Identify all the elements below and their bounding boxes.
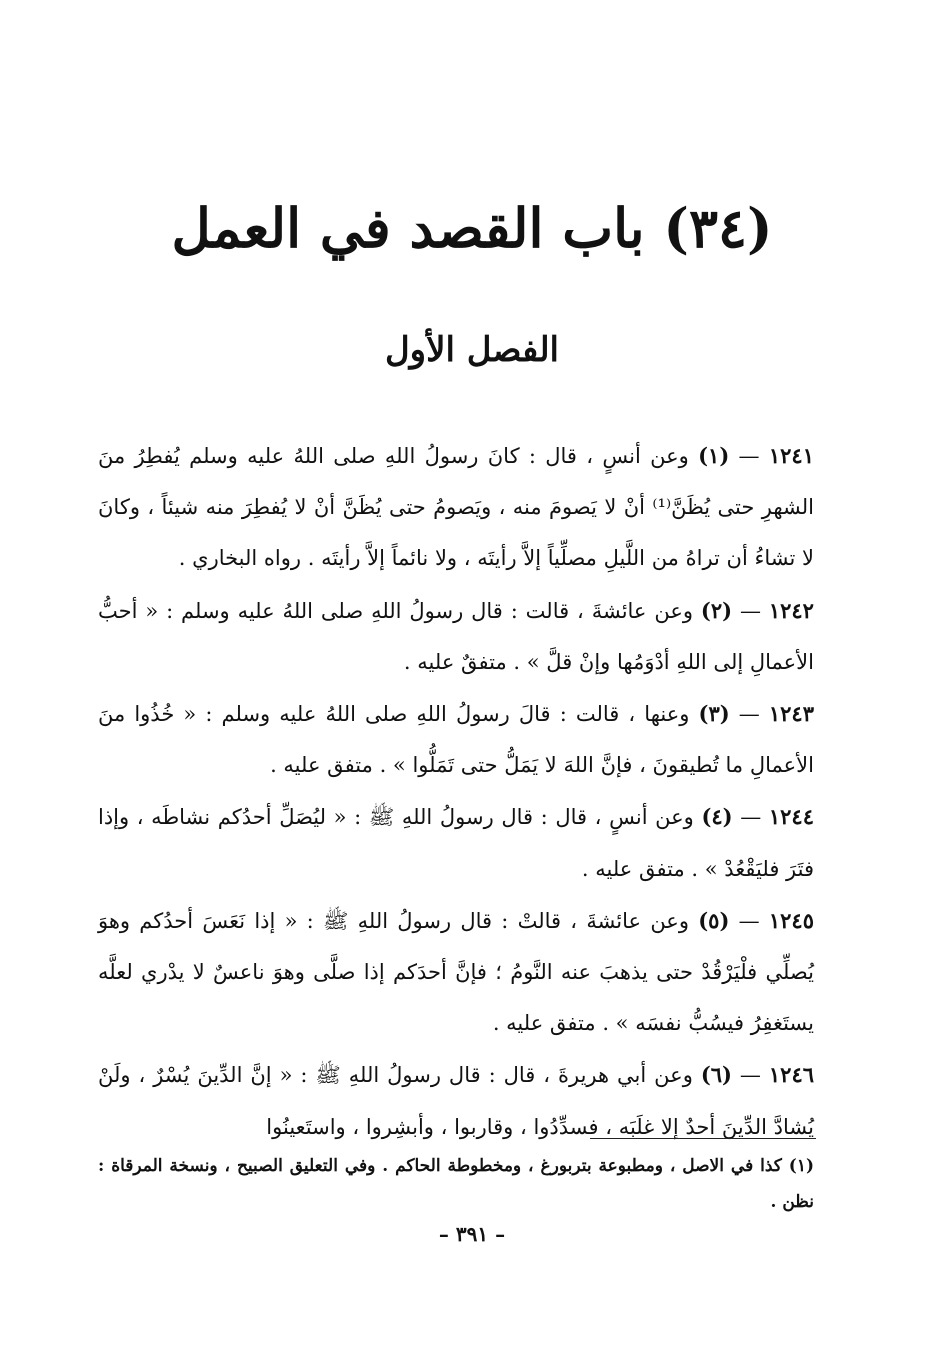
hadith-1243: ١٢٤٣ — (٣) وعنها ، قالت : قالَ رسولُ اللهِ صلى اللهُ عليه وسلم : « خُذُوا منَ الأعمالِ ما تُطيقونَ ، فإنَّ اللهَ لا يَمَلُّ حتى تَمَلُّوا » . متفق عليه . bbox=[98, 701, 814, 778]
hadith-sub-number: (١) bbox=[698, 443, 730, 468]
hadith-sub-number: (٤) bbox=[701, 804, 733, 830]
hadith-text: وعن عائشةَ ، قالتْ : قال رسولُ اللهِ ﷺ : « إذا نَعَسَ أحدُكم وهوَ يُصلِّي فلْيَرْقُدْ حتى يذهبَ عنه النَّومُ ؛ فإنَّ أحدَكم إذا صلَّى وهوَ ناعسٌ لا يدْري لعلَّه يستَغفِرُ فيسُبُّ نفسَه » . متفق عليه . bbox=[98, 908, 814, 1036]
hadith-number: ١٢٤٢ bbox=[768, 597, 814, 623]
hadith-list bbox=[98, 430, 814, 1153]
hadith-sub-number: (٢) bbox=[700, 597, 733, 623]
hadith-1245: ١٢٤٥ — (٥) وعن عائشةَ ، قالتْ : قال رسولُ اللهِ ﷺ : « إذا نَعَسَ أحدُكم وهوَ يُصلِّي فلْيَرْقُدْ حتى يذهبَ عنه النَّومُ ؛ فإنَّ أحدَكم إذا صلَّى وهوَ ناعسٌ لا يدْري لعلَّه يستَغفِرُ فيسُبُّ نفسَه » . متفق عليه . bbox=[98, 907, 814, 1036]
hadith-text: وعن أبي هريرةَ ، قال : قال رسولُ اللهِ ﷺ : « إنَّ الدِّينَ يُسْرٌ ، ولَنْ يُشادَّ الدِّينَ أحدٌ إلا غلَبَه ، فسدِّدُوا ، وقاربوا ، وأبشِروا ، واستَعينُوا bbox=[98, 1063, 814, 1139]
hadith-1242: ١٢٤٢ — (٢) وعن عائشةَ ، قالت : قال رسولُ اللهِ صلى اللهُ عليه وسلم : « أحبُّ الأعمالِ إلى اللهِ أدْوَمُها وإنْ قلَّ » . متفقٌ عليه . bbox=[98, 597, 814, 674]
chapter-title: (٣٤) باب القصد في العمل bbox=[171, 196, 773, 260]
hadith-text: وعن أنسٍ ، قال : قال رسولُ اللهِ ﷺ : « ليُصَلِّ أحدُكم نشاطَه ، وإذا فتَرَ فليَقْعُدْ » . متفق عليه . bbox=[98, 805, 814, 881]
hadith-number: ١٢٤٤ bbox=[768, 804, 814, 830]
hadith-number: ١٢٤٣ bbox=[768, 701, 814, 727]
hadith-1241: ١٢٤١ — (١) وعن أنسٍ ، قال : كانَ رسولُ اللهِ صلى اللهُ عليه وسلم يُفطِرُ منَ الشهرِ حتى يُظَنَّ⁽¹⁾ أنْ لا يَصومَ منه ، ويَصومُ حتى يُظَنَّ أنْ لا يُفطِرَ منه شيئاً ، وكانَ لا تشاءُ أن تراهُ من اللَّيلِ مصلِّياً إلاَّ رأيتَه ، ولا نائماً إلاَّ رأيتَه . رواه البخاري . bbox=[98, 443, 814, 571]
section-title: الفصل الأول bbox=[384, 330, 560, 370]
hadith-1246: ١٢٤٦ — (٦) وعن أبي هريرةَ ، قال : قال رسولُ اللهِ ﷺ : « إنَّ الدِّينَ يُسْرٌ ، ولَنْ يُشادَّ الدِّينَ أحدٌ إلا غلَبَه ، فسدِّدُوا ، وقاربوا ، وأبشِروا ، واستَعينُوا bbox=[98, 1062, 815, 1139]
hadith-number: ١٢٤٥ bbox=[768, 907, 814, 933]
footnote: (١) كذا في الاصل ، ومطبوعة بتربورغ ، ومخطوطة الحاكم . وفي التعليق الصبيح ، ونسخة المرقاة : نظن . bbox=[98, 1156, 814, 1212]
hadith-number: ١٢٤١ bbox=[768, 443, 814, 468]
hadith-text: وعن عائشةَ ، قالت : قال رسولُ اللهِ صلى اللهُ عليه وسلم : « أحبُّ الأعمالِ إلى اللهِ أدْوَمُها وإنْ قلَّ » . متفقٌ عليه . bbox=[98, 598, 814, 674]
hadith-text: وعنها ، قالت : قالَ رسولُ اللهِ صلى اللهُ عليه وسلم : « خُذُوا منَ الأعمالِ ما تُطيقونَ ، فإنَّ اللهَ لا يَمَلُّ حتى تَمَلُّوا » . متفق عليه . bbox=[98, 702, 814, 778]
hadith-1244: ١٢٤٤ — (٤) وعن أنسٍ ، قال : قال رسولُ اللهِ ﷺ : « ليُصَلِّ أحدُكم نشاطَه ، وإذا فتَرَ فليَقْعُدْ » . متفق عليه . bbox=[98, 804, 814, 881]
hadith-number: ١٢٤٦ bbox=[768, 1062, 815, 1088]
hadith-sub-number: (٥) bbox=[698, 907, 730, 933]
hadith-sub-number: (٣) bbox=[698, 701, 730, 727]
hadith-text: وعن أنسٍ ، قال : كانَ رسولُ اللهِ صلى اللهُ عليه وسلم يُفطِرُ منَ الشهرِ حتى يُظَنَّ⁽¹⁾ أنْ لا يَصومَ منه ، ويَصومُ حتى يُظَنَّ أنْ لا يُفطِرَ منه شيئاً ، وكانَ لا تشاءُ أن تراهُ من اللَّيلِ مصلِّياً إلاَّ رأيتَه ، ولا نائماً إلاَّ رأيتَه . رواه البخاري . bbox=[98, 444, 814, 571]
footnote-divider bbox=[590, 1138, 816, 1139]
page-number: – ٣٩١ – bbox=[438, 1222, 506, 1246]
hadith-sub-number: (٦) bbox=[700, 1062, 732, 1088]
